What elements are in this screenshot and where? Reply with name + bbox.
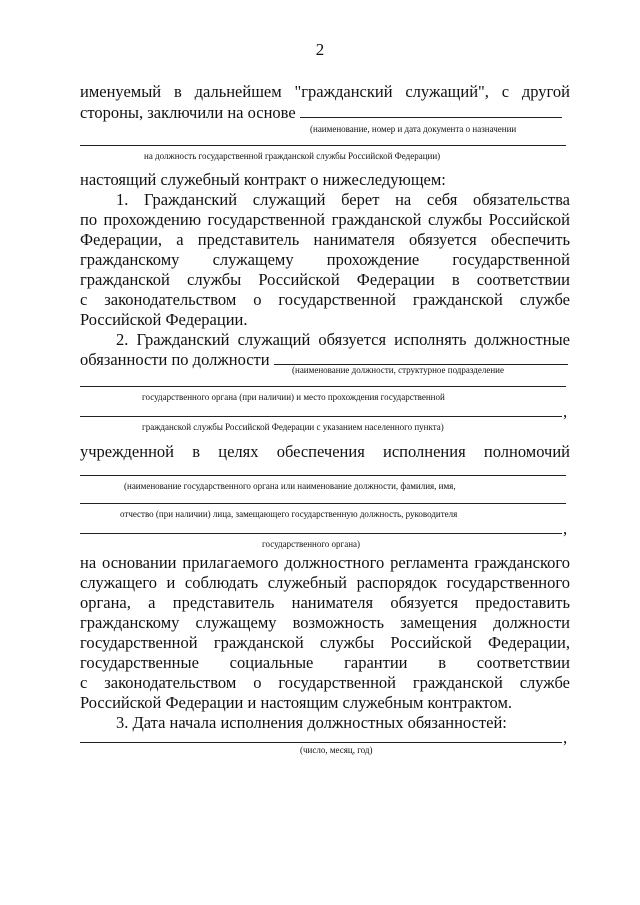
clause-2-line: 2. Гражданский служащий обязуется исполнять должностные (116, 330, 570, 349)
clause-2-line: государственной гражданской службы Российской Федерации, (80, 633, 570, 652)
field-caption: (наименование государственного органа или наименование должности, фамилия, имя, (124, 481, 456, 491)
field-caption: (число, месяц, год) (300, 745, 373, 755)
clause-3-line: 3. Дата начала исполнения должностных обязанностей: (116, 713, 507, 732)
clause-2-line: учрежденной в целях обеспечения исполнения полномочий (80, 442, 570, 461)
clause-1-line: по прохождению государственной гражданской службы Российской (80, 210, 570, 229)
clause-2-line: органа, а представитель нанимателя обязуется предоставить (80, 593, 570, 612)
fill-line (80, 503, 566, 504)
clause-1-line: гражданской службы Российской Федерации в соответствии (80, 270, 570, 289)
clause-2-line: служащего и соблюдать служебный распорядок государственного (80, 573, 570, 592)
clause-2-line: с законодательством о государственной гражданской службе (80, 673, 570, 692)
clause-1-line: гражданскому служащему прохождение государственной (80, 250, 570, 269)
fill-line (80, 533, 562, 534)
clause-1-line: 1. Гражданский служащий берет на себя обязательства (116, 190, 570, 209)
field-caption: государственного органа (при наличии) и место прохождения государственной (142, 392, 445, 402)
comma-mark: , (563, 728, 568, 747)
field-caption: государственного органа) (262, 539, 361, 549)
fill-line (300, 117, 562, 118)
fill-line (80, 145, 566, 146)
page-number: 2 (315, 40, 325, 59)
text-line-label: обязанности по должности (80, 350, 270, 369)
clause-1-line: Федерации, а представитель нанимателя обязуется обеспечить (80, 230, 570, 249)
field-caption: гражданской службы Российской Федерации с указанием населенного пункта) (142, 422, 444, 432)
field-caption: (наименование, номер и дата документа о назначении (310, 124, 517, 134)
clause-1-line: с законодательством о государственной гражданской службе (80, 290, 570, 309)
clause-1-line: Российской Федерации. (80, 310, 248, 329)
comma-mark: , (563, 519, 568, 538)
fill-line (80, 475, 566, 476)
text-line: настоящий служебный контракт о нижеследующем: (80, 170, 446, 189)
clause-2-line: Российской Федерации и настоящим служебным контрактом. (80, 693, 513, 712)
fill-line (80, 742, 562, 743)
field-caption: отчество (при наличии) лица, замещающего государственную должность, руководителя (120, 509, 458, 519)
clause-2-line: на основании прилагаемого должностного регламента гражданского (80, 553, 570, 572)
comma-mark: , (563, 402, 568, 421)
text-line: именуемый в дальнейшем "гражданский служащий", с другой (80, 82, 570, 101)
field-caption: (наименование должности, структурное подразделение (292, 365, 504, 375)
fill-line (80, 386, 566, 387)
clause-2-line: гражданскому служащему возможность замещения должности (80, 613, 570, 632)
fill-line (80, 416, 562, 417)
clause-2-line: государственные социальные гарантии в соответствии (80, 653, 570, 672)
text-line-label: стороны, заключили на основе (80, 103, 296, 122)
field-caption: на должность государственной гражданской службы Российской Федерации) (144, 151, 441, 161)
text-line (80, 103, 570, 122)
